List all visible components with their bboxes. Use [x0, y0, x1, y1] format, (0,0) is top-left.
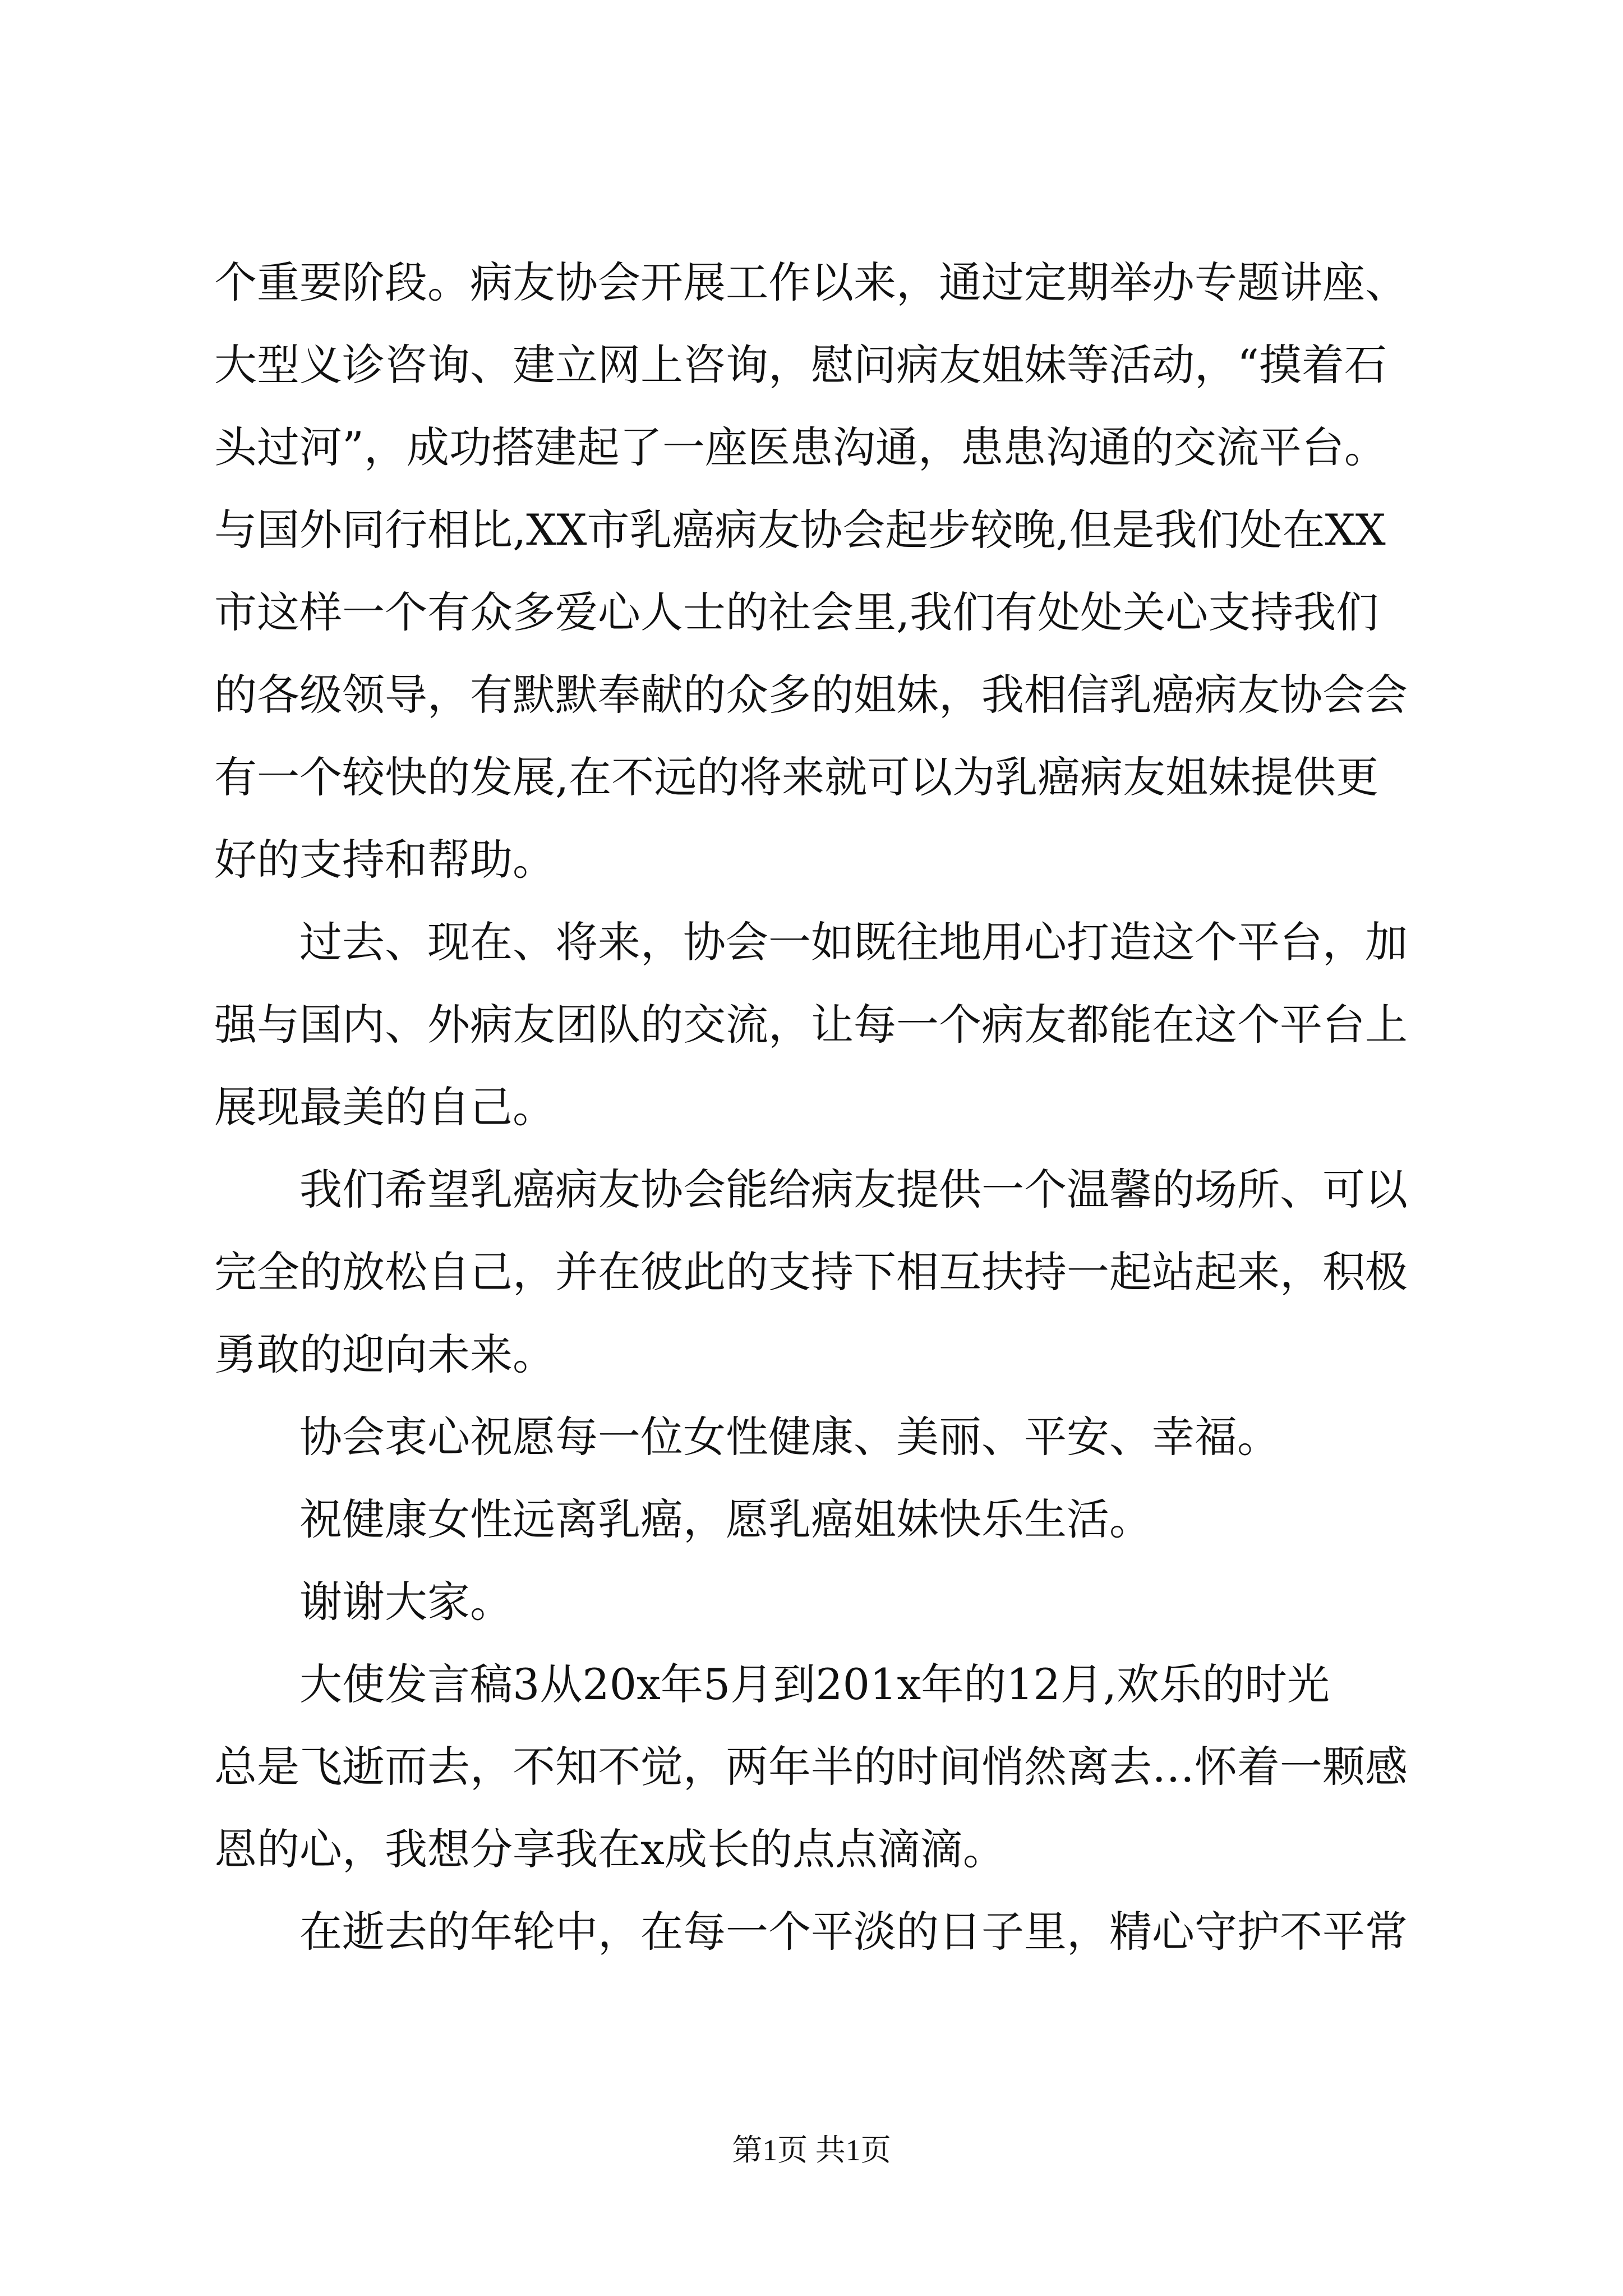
text-line: 个重要阶段。病友协会开展工作以来，通过定期举办专题讲座、 — [214, 257, 1408, 307]
document-body — [214, 241, 1420, 1973]
text-line: 协会衷心祝愿每一位女性健康、美丽、平安、幸福。 — [299, 1412, 1280, 1462]
text-line: 大型义诊咨询、建立网上咨询，慰问病友姐妹等活动，“摸着石 — [214, 340, 1387, 390]
text-line: 过去、现在、将来，协会一如既往地用心打造这个平台，加 — [299, 917, 1408, 967]
page-footer: 第1页 共1页 — [732, 2133, 891, 2167]
text-line: 强与国内、外病友团队的交流，让每一个病友都能在这个平台上 — [214, 1000, 1408, 1050]
text-line: 完全的放松自己，并在彼此的支持下相互扶持一起站起来，积极 — [214, 1247, 1408, 1297]
text-line: 恩的心，我想分享我在x成长的点点滴滴。 — [214, 1824, 1006, 1874]
text-line: 市这样一个有众多爱心人士的社会里,我们有处处关心支持我们 — [214, 587, 1379, 637]
text-line: 的各级领导，有默默奉献的众多的姐妹，我相信乳癌病友协会会 — [214, 670, 1408, 720]
text-line: 谢谢大家。 — [299, 1577, 513, 1627]
text-line: 头过河”，成功搭建起了一座医患沟通，患患沟通的交流平台。 — [214, 422, 1387, 472]
text-line: 勇敢的迎向未来。 — [214, 1329, 555, 1379]
text-line: 我们希望乳癌病友协会能给病友提供一个温馨的场所、可以 — [299, 1165, 1408, 1214]
text-line: 总是飞逝而去，不知不觉，两年半的时间悄然离去…怀着一颗感 — [214, 1742, 1408, 1792]
text-line: 在逝去的年轮中，在每一个平淡的日子里，精心守护不平常 — [299, 1907, 1408, 1957]
text-line: 与国外同行相比,XX市乳癌病友协会起步较晚,但是我们处在XX — [214, 505, 1386, 555]
text-line: 有一个较快的发展,在不远的将来就可以为乳癌病友姐妹提供更 — [214, 752, 1379, 802]
text-line: 祝健康女性远离乳癌，愿乳癌姐妹快乐生活。 — [299, 1494, 1152, 1544]
text-line: 展现最美的自己。 — [214, 1082, 555, 1132]
text-line: 大使发言稿3从20x年5月到201x年的12月,欢乐的时光 — [299, 1659, 1330, 1709]
text-line: 好的支持和帮助。 — [214, 835, 555, 885]
